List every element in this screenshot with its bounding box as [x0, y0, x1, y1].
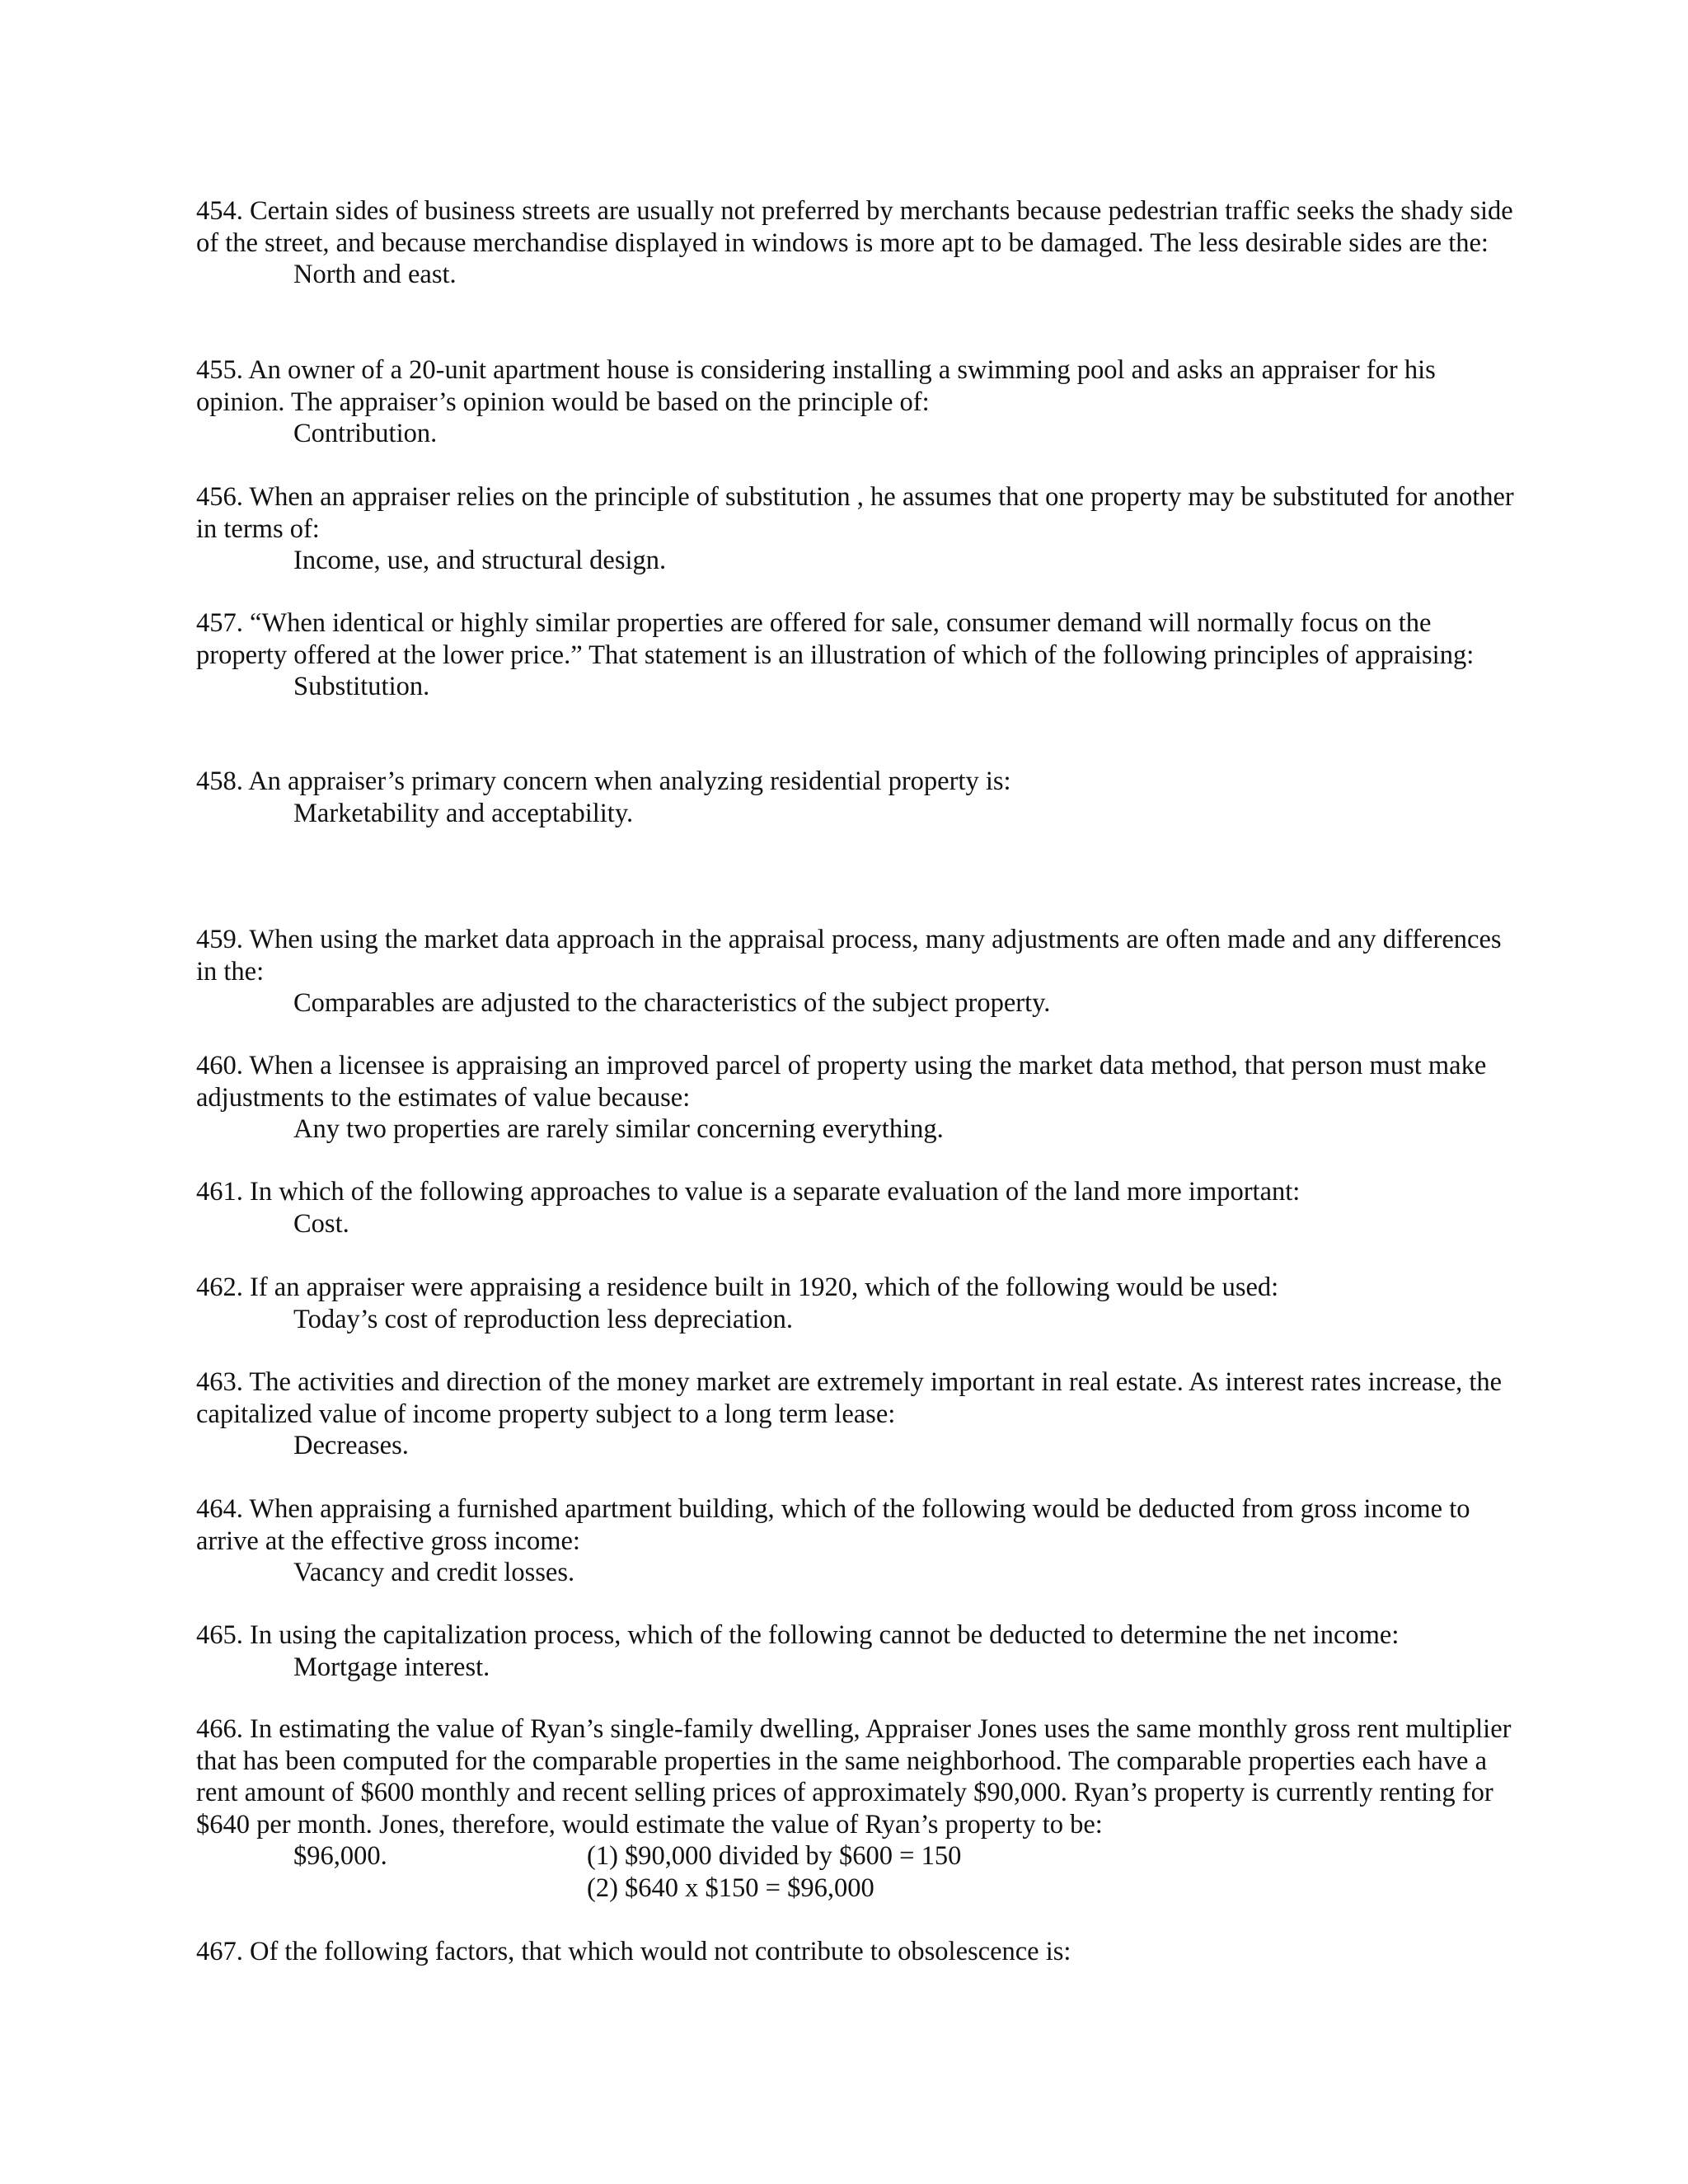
question-465	[196, 1619, 1515, 1683]
question-461	[196, 1176, 1515, 1240]
question-459	[196, 924, 1515, 1019]
question-text: 460. When a licensee is appraising an improved parcel of property using the market data method, that person must make adjustments to the estimates of value because:	[196, 1051, 1487, 1113]
question-454	[196, 195, 1515, 291]
question-text: 458. An appraiser’s primary concern when analyzing residential property is:	[196, 766, 1011, 796]
question-text: 459. When using the market data approach in the appraisal process, many adjustments are often made and any differences in the:	[196, 925, 1502, 987]
question-text: 454. Certain sides of business streets are usually not preferred by merchants because pedestrian traffic seeks the shady side of the street, and because merchandise displayed in windows is more apt to be damaged. The less desirable sides are the:	[196, 196, 1513, 258]
answer-text: Today’s cost of reproduction less depreciation.	[293, 1304, 794, 1334]
question-text: 457. “When identical or highly similar properties are offered for sale, consumer demand will normally focus on the property offered at the lower price.” That statement is an illustration of which of the following principles of appraising:	[196, 608, 1475, 670]
question-463	[196, 1366, 1515, 1462]
answer-text: North and east.	[293, 260, 457, 289]
question-text: 455. An owner of a 20-unit apartment house is considering installing a swimming pool and asks an appraiser for his opinion. The appraiser’s opinion would be based on the principle of:	[196, 355, 1436, 417]
question-464	[196, 1493, 1515, 1589]
answer-text: Substitution.	[293, 672, 430, 701]
question-text: 467. Of the following factors, that which would not contribute to obsolescence is:	[196, 1937, 1071, 1966]
question-462	[196, 1272, 1515, 1335]
answer-calculation-row	[293, 1840, 1515, 1872]
question-text: 461. In which of the following approaches to value is a separate evaluation of the land more important:	[196, 1177, 1301, 1207]
answer-text: Comparables are adjusted to the characteristics of the subject property.	[293, 988, 1051, 1018]
calculation-step-1: (1) $90,000 divided by $600 = 150	[587, 1841, 962, 1871]
calculation-step-2: (2) $640 x $150 = $96,000	[587, 1872, 874, 1903]
question-467	[196, 1936, 1515, 1968]
question-457	[196, 607, 1515, 703]
answer-text: Income, use, and structural design.	[293, 546, 667, 575]
question-458	[196, 766, 1515, 829]
question-text: 465. In using the capitalization process, which of the following cannot be deducted to determine the net income:	[196, 1620, 1400, 1650]
answer-spacer	[293, 1872, 587, 1905]
question-text: 462. If an appraiser were appraising a residence built in 1920, which of the following would be used:	[196, 1272, 1279, 1302]
answer-text: Cost.	[293, 1208, 349, 1239]
answer-text: $96,000.	[293, 1841, 387, 1871]
answer-text: Marketability and acceptability.	[293, 798, 634, 828]
question-text: 456. When an appraiser relies on the principle of substitution , he assumes that one property may be substituted for another in terms of:	[196, 482, 1514, 544]
question-456	[196, 481, 1515, 577]
answer-text: Mortgage interest.	[293, 1652, 490, 1682]
question-text: 466. In estimating the value of Ryan’s single-family dwelling, Appraiser Jones uses the same monthly gross rent multiplier that has been computed for the comparable properties in the same neighborhood. The comparable properties each have a rent amount of $600 monthly and recent selling prices of approximately $90,000. Ryan’s property is currently renting for $640 per month. Jones, therefore, would estimate the value of Ryan’s property to be:	[196, 1714, 1512, 1840]
answer-text: Vacancy and credit losses.	[293, 1558, 575, 1587]
answer-text: Any two properties are rarely similar concerning everything.	[293, 1114, 944, 1144]
answer-text: Contribution.	[293, 419, 438, 448]
question-text: 464. When appraising a furnished apartment building, which of the following would be deducted from gross income to arrive at the effective gross income:	[196, 1494, 1470, 1556]
question-466	[196, 1713, 1515, 1904]
answer-calculation-row	[293, 1872, 1515, 1905]
answer-text: Decreases.	[293, 1431, 409, 1460]
question-text: 463. The activities and direction of the money market are extremely important in real estate. As interest rates increase, the capitalized value of income property subject to a long term lease:	[196, 1367, 1503, 1429]
question-455	[196, 354, 1515, 450]
question-460	[196, 1050, 1515, 1146]
